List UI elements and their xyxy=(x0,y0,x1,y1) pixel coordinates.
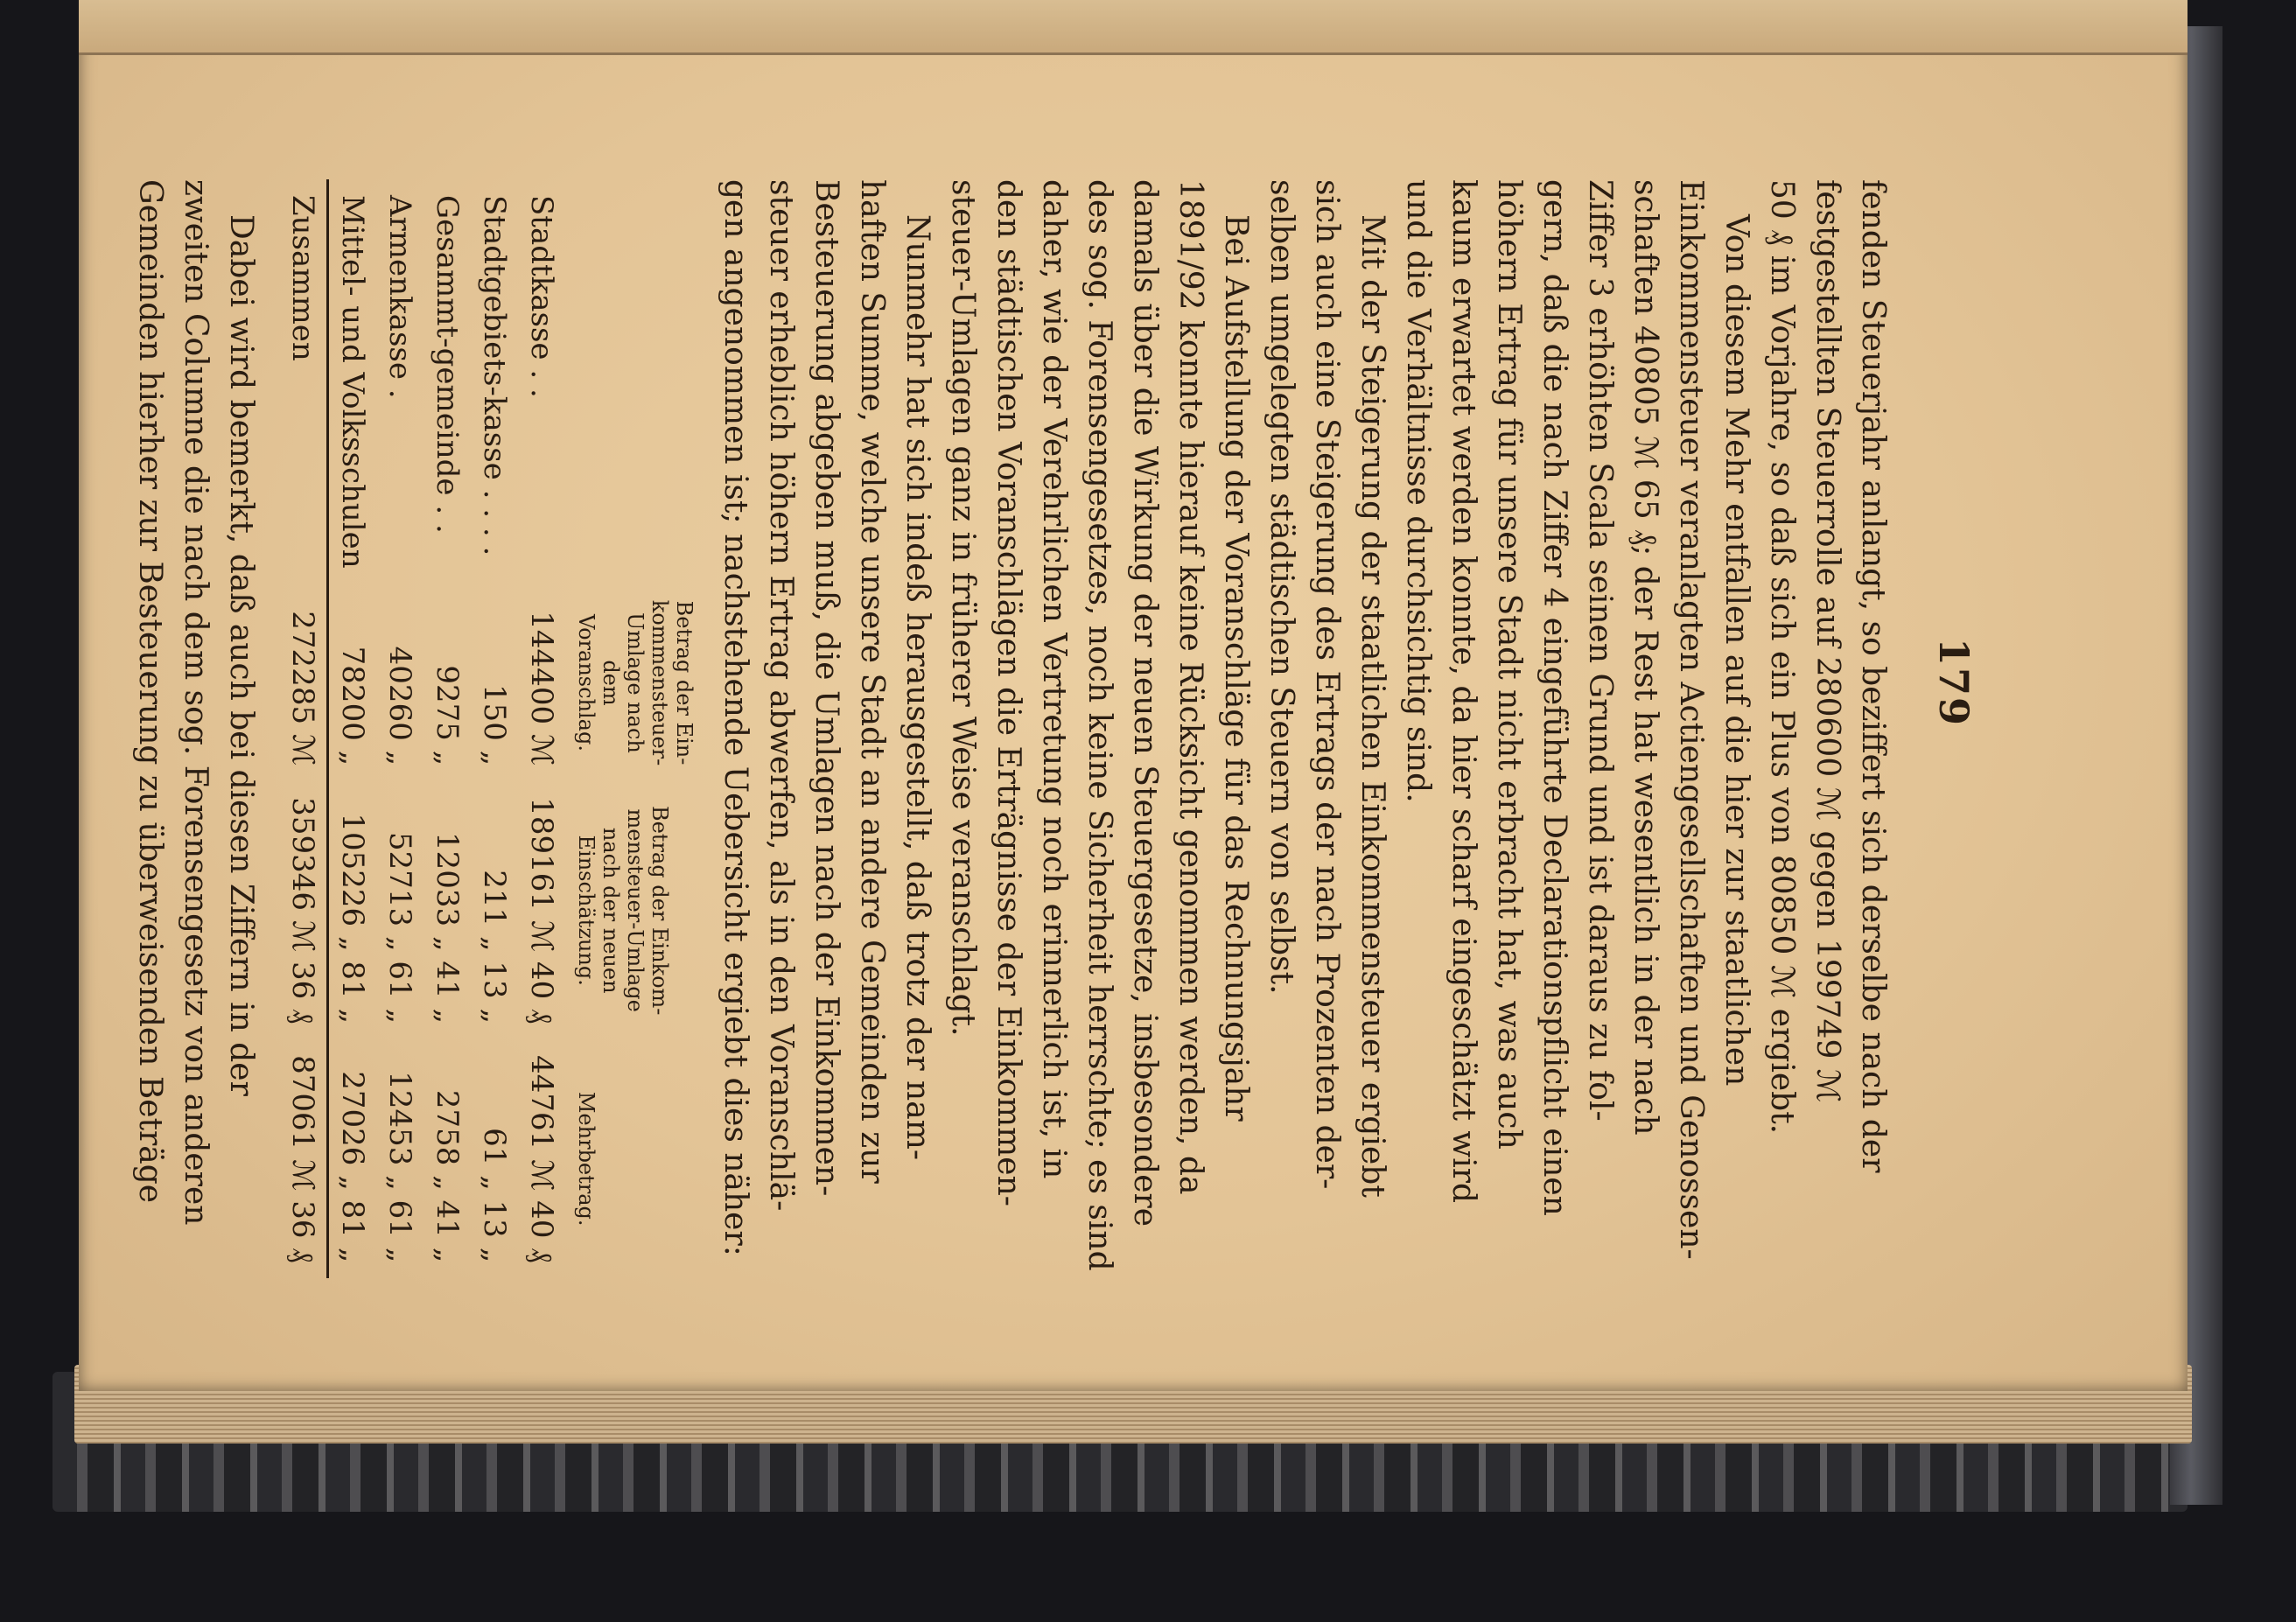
table-cell: 105226 „ 81 „ xyxy=(335,813,370,1024)
table-cell: 2758 „ 41 „ xyxy=(430,1089,465,1263)
text-line: Gemeinden hierher zur Besteuerung zu überweisenden Beträge xyxy=(132,179,168,1204)
text-line: 1891/92 konnte hierauf keine Rücksicht genommen werden, da xyxy=(1172,179,1208,1195)
table-cell: 40260 „ xyxy=(382,646,417,766)
text-line: schaften 40805 ℳ 65 ₰; der Rest hat wesentlich in der nach xyxy=(1628,179,1663,1136)
text-block-before xyxy=(712,179,1895,1271)
table-row xyxy=(518,179,565,1278)
text-line: gen angenommen ist; nachstehende Uebersicht ergiebt dies näher: xyxy=(718,179,753,1256)
text-line: selben umgelegten städtischen Steuern von selbst. xyxy=(1264,179,1299,995)
table-cell: Mittel- und Volksschulen xyxy=(335,195,370,569)
table-header-cell xyxy=(565,179,696,584)
table-cell: 189161 ℳ 40 ₰ xyxy=(524,797,559,1024)
table-cell: Stadtgebiets-kasse . . . . xyxy=(477,195,512,556)
table-cell: 12453 „ 61 „ xyxy=(382,1071,417,1263)
table-header-cell: Mehrbetrag. xyxy=(574,1091,598,1227)
table-header-cell: Betrag der Ein-kommensteuer-Umlage nach dem Voranschlag. xyxy=(574,599,696,766)
text-line: fenden Steuerjahr anlangt, so beziffert sich derselbe nach der xyxy=(1855,179,1891,1173)
table-cell: Zusammen xyxy=(279,179,328,584)
text-line: steuer-Umlagen ganz in früherer Weise veranschlagt. xyxy=(945,179,981,1037)
tax-table xyxy=(279,179,696,1278)
table-cell: Gesammt-gemeinde . . xyxy=(430,195,465,534)
table-cell: 9275 „ xyxy=(430,665,465,766)
text-line: des sog. Forensengesetzes, noch keine Sicherheit herrschte; es sind xyxy=(1082,179,1117,1271)
table-row xyxy=(376,179,424,1278)
table-header-row xyxy=(565,179,696,1278)
table-cell: 61 „ 13 „ xyxy=(477,1128,512,1263)
table-header-cell: Betrag der Einkom-mensteuer-Umlage nach der neuen Einschätzung. xyxy=(574,805,672,1016)
text-line: Ziffer 3 erhöhten Scala seinen Grund und ist daraus zu fol- xyxy=(1582,179,1618,1122)
page-number: 179 xyxy=(1930,637,1978,728)
text-block-after xyxy=(127,179,263,1226)
text-line: Nunmehr hat sich indeß herausgestellt, daß trotz der nam- xyxy=(900,214,935,1161)
page-text-rotated xyxy=(132,179,1978,1271)
text-line: Mit der Steigerung der staatlichen Einkommensteuer ergiebt xyxy=(1354,214,1390,1198)
text-line: Von diesem Mehr entfallen auf die hier zur staatlichen xyxy=(1718,214,1754,1087)
table-cell: 211 „ 13 „ xyxy=(477,870,512,1024)
text-line: höhern Ertrag für unsere Stadt nicht erbracht hat, was auch xyxy=(1491,179,1527,1150)
table-cell: 150 „ xyxy=(477,683,512,766)
table-row xyxy=(471,179,518,1278)
text-line: 50 ₰ im Vorjahre, so daß sich ein Plus von 80850 ℳ ergiebt. xyxy=(1764,179,1800,1135)
table-cell: Stadtkasse . . xyxy=(524,195,559,398)
table-cell: 52713 „ 61 „ xyxy=(382,832,417,1024)
table-cell: 78200 „ xyxy=(335,646,370,766)
table-cell: 27026 „ 81 „ xyxy=(335,1071,370,1263)
text-line: den städtischen Voranschlägen die Erträgnisse der Einkommen- xyxy=(990,179,1026,1206)
text-line: haften Summe, welche unsere Stadt an andere Gemeinden zur xyxy=(854,179,890,1184)
text-line: festgestellten Steuerrolle auf 280600 ℳ gegen 199749 ℳ xyxy=(1810,179,1845,1103)
text-line: zweiten Columne die nach dem sog. Forensengesetz von anderen xyxy=(178,179,214,1226)
table-cell: 12033 „ 41 „ xyxy=(430,832,465,1024)
table-row xyxy=(328,179,377,1278)
text-line: steuer erheblich höhern Ertrag abwerfen, als in den Voranschlä- xyxy=(763,179,799,1212)
table-cell: Armenkasse . xyxy=(382,195,417,399)
table-cell: 87061 ℳ 36 ₰ xyxy=(279,1039,328,1278)
text-line: kaum erwartet werden konnte, da hier scharf eingeschätzt wird xyxy=(1446,179,1481,1203)
text-line: Besteuerung abgeben muß, die Umlagen nach der Einkommen- xyxy=(808,179,844,1197)
text-line: sich auch eine Steigerung des Ertrags der nach Prozenten der- xyxy=(1309,179,1345,1190)
text-line: gern, daß die nach Ziffer 4 eingeführte Declarationspflicht einen xyxy=(1536,179,1572,1216)
text-line: Dabei wird bemerkt, daß auch bei diesen Ziffern in der xyxy=(223,214,259,1096)
text-line: Einkommensteuer veranlagten Actiengesellschaften und Genossen- xyxy=(1673,179,1709,1260)
table-cell: 144400 ℳ xyxy=(524,611,559,766)
table-total-row xyxy=(279,179,328,1278)
table-cell: 359346 ℳ 36 ₰ xyxy=(279,781,328,1039)
table-cell: 44761 ℳ 40 ₰ xyxy=(524,1055,559,1263)
table-cell: 272285 ℳ xyxy=(279,584,328,782)
text-line: damals über die Wirkung der neuen Steuergesetze, insbesondere xyxy=(1127,179,1163,1227)
text-line: daher, wie der Verehrlichen Vertretung noch erinnerlich ist, in xyxy=(1036,179,1072,1179)
previous-page-edge xyxy=(79,0,2188,55)
text-line: Bei Aufstellung der Voranschläge für das Rechnungsjahr xyxy=(1218,214,1254,1122)
text-line: und die Verhältnisse durchsichtig sind. xyxy=(1400,179,1436,803)
table-row xyxy=(424,179,471,1278)
